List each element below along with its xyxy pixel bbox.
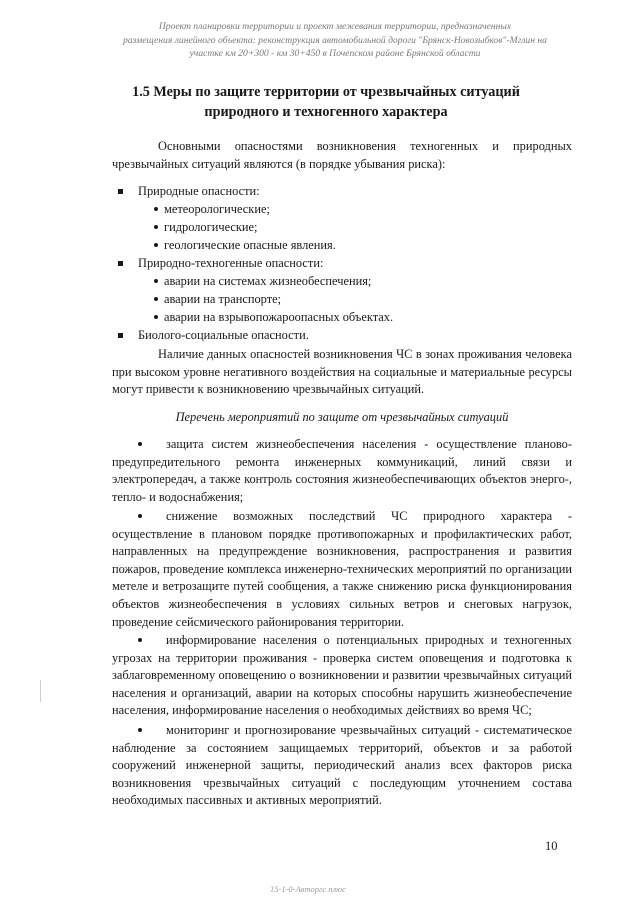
section-title-line: природного и техногенного характера [204, 104, 448, 120]
hazard-category-label: Биолого-социальные опасности. [138, 328, 309, 342]
hazard-item-label: аварии на взрывопожароопасных объектах. [164, 310, 394, 324]
bullet-icon [154, 315, 158, 319]
measure-text: мониторинг и прогнозирование чрезвычайных ситуаций - систематическое наблюдение за состоянием защищаемых территорий, объектов и за работой сооружений инженерной защиты, периодический анализ всех факторов риска возникновения чрезвычайных ситуаций с последующим уточнением состава необходимых пассивных и активных мероприятий. [112, 723, 572, 808]
square-bullet-icon [118, 189, 123, 194]
bullet-icon [154, 243, 158, 247]
measure-text: информирование населения о потенциальных природных и техногенных угрозах на территории проживания - проверка систем оповещения и подготовка к заблаговременному оповещению о возникновении и развитии чрезвычайных ситуаций населения и организаций, аварии на которых способны нарушить жизнеобеспечение населения, информирование населения о необходимых действиях во время ЧС; [112, 633, 572, 718]
running-header [90, 20, 580, 61]
hazard-item-label: аварии на системах жизнеобеспечения; [164, 274, 372, 288]
hazard-category-label: Природные опасности: [138, 184, 260, 198]
measure-item [112, 508, 572, 631]
measure-item [112, 722, 572, 810]
page-number: 10 [545, 839, 558, 853]
bullet-icon [154, 297, 158, 301]
measure-text: защита систем жизнеобеспечения населения - осуществление планово-предупредительного ремонта инженерных коммуникаций, линий связи и электропередач, а также контроль состояния жизнеобеспечивающих объектов энерго-, тепло- и водоснабжения; [112, 437, 572, 504]
bullet-icon [154, 279, 158, 283]
hazard-item [112, 236, 572, 254]
header-line: участке км 20+300 - км 30+450 в Почепском районе Брянской области [189, 48, 481, 59]
bullet-icon [138, 638, 142, 642]
bullet-icon [154, 225, 158, 229]
hazard-item [112, 200, 572, 218]
hazard-item [112, 308, 572, 326]
hazard-category-label: Природно-техногенные опасности: [138, 256, 324, 270]
hazard-item-label: аварии на транспорте; [164, 292, 282, 306]
hazard-item [112, 272, 572, 290]
hazard-item-label: геологические опасные явления. [164, 238, 336, 252]
risk-paragraph: Наличие данных опасностей возникновения ЧС в зонах проживания человека при высоком уровне негативного воздействия на социальные и материальные ресурсы могут привести к возникновению чрезвычайных ситуаций. [112, 347, 572, 397]
page-footer: 15-1-0-Авторгс плюс [270, 884, 346, 894]
measure-item [112, 632, 572, 720]
intro-paragraph: Основными опасностями возникновения техногенных и природных чрезвычайных ситуаций являются (в порядке убывания риска): [112, 139, 572, 171]
section-title-line: 1.5 Меры по защите территории от чрезвычайных ситуаций [132, 84, 520, 100]
hazard-category [112, 326, 572, 344]
hazard-item [112, 218, 572, 236]
bullet-icon [154, 207, 158, 211]
square-bullet-icon [118, 261, 123, 266]
hazard-item-label: метеорологические; [164, 202, 270, 216]
hazard-category [112, 254, 572, 272]
bullet-icon [138, 442, 142, 446]
hazard-list [112, 182, 572, 344]
header-line: Проект планировки территории и проект межевания территории, предназначенных [158, 21, 512, 32]
bullet-icon [138, 728, 142, 732]
square-bullet-icon [118, 333, 123, 338]
measures-heading: Перечень мероприятий по защите от чрезвычайных ситуаций [175, 410, 509, 424]
measure-text: снижение возможных последствий ЧС природного характера - осуществление в плановом порядке противопожарных и профилактических работ, направленных на предупреждение возникновения, распространения и развития пожаров, проведение комплекса инженерно-технических мероприятий по организации метеле и ветрозащите путей сообщения, а также снижению риска функционирования объектов жизнеобеспечения в условиях сильных ветров и снеговых нагрузок, проведение сейсмического районирования территории. [112, 509, 572, 629]
margin-mark [40, 680, 41, 702]
hazard-category [112, 182, 572, 200]
hazard-item-label: гидрологические; [164, 220, 258, 234]
measure-item [112, 436, 572, 506]
header-line: размещения линейного объекта: реконструкция автомобильной дороги "Брянск-Новозыбков"-Мглин на [123, 34, 547, 46]
hazard-item [112, 290, 572, 308]
section-title [96, 82, 556, 122]
bullet-icon [138, 514, 142, 518]
